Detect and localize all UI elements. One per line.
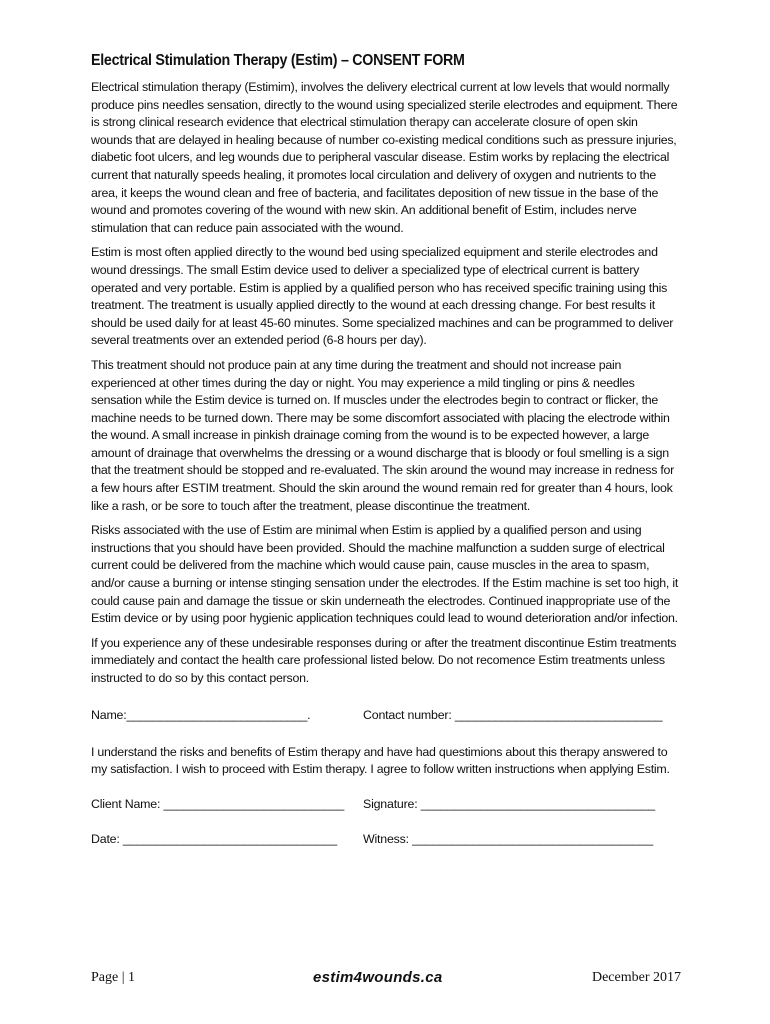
document-date: December 2017 bbox=[591, 970, 681, 985]
date-witness-row bbox=[91, 832, 681, 850]
paragraph-risks: Risks associated with the use of Estim are minimal when Estim is applied by a qualified person and using instructions that you should have been provided. Should the machine malfunction a sudden surge of electrical current could be delivered from the machine which would cause pain, cause muscles in the area to spasm, and/or cause a burning or intense stinging sensation under the electrodes. If the Estim machine is set too high, it could cause pain and damage the tissue or skin underneath the electrodes. Continued inappropriate use of the Estim device or by using poor hygienic application techniques could lead to wound deterioration and/or infection. bbox=[91, 523, 679, 626]
client-name-field[interactable]: Client Name: ___________________________ bbox=[91, 796, 345, 811]
name-contact-row bbox=[91, 708, 681, 726]
paragraph-expected-effects: This treatment should not produce pain at any time during the treatment and should not increase pain experienced at other times during the day or night. You may experience a mild tingling or pins & needles sensation while the Estim device is turned on. If muscles under the electrodes begin to contract or flicker, the machine needs to be turned down. There may be some discomfort associated with placing the electrode within the wound. A small increase in pinkish drainage coming from the wound is to be expected however, a large amount of drainage that overwhelms the dressing or a wound discharge that is bloody or foul smelling is a sign that the treatment should be stopped and re-evaluated. The skin around the wound may increase in redness for a few hours after ESTIM treatment. Should the skin around the wound remain red for greater than 4 hours, look like a rash, or be sore to touch after the treatment, please discontinue the treatment. bbox=[91, 357, 675, 513]
name-field[interactable]: Name:___________________________. bbox=[91, 707, 311, 722]
consent-form-page bbox=[91, 52, 681, 850]
client-signature-row bbox=[91, 797, 681, 815]
paragraph-instructions: If you experience any of these undesirable responses during or after the treatment discontinue Estim treatments immediately and contact the health care professional listed below. Do not recomence Estim treatments unless instructed to do so by this contact person. bbox=[91, 635, 677, 685]
document-title: Electrical Stimulation Therapy (Estim) – CONSENT FORM bbox=[91, 52, 465, 69]
paragraph-application: Estim is most often applied directly to the wound bed using specialized equipment and sterile electrodes and wound dressings. The small Estim device used to deliver a specialized type of electrical current is battery operated and very portable. Estim is applied by a qualified person who has received specific training using this treatment. The treatment is usually applied directly to the wound at each dressing change. For best results it should be used daily for at least 45-60 minutes. Some specialized machines and can be programmed to deliver several treatments over an extended period (6-8 hours per day). bbox=[91, 245, 674, 348]
date-field[interactable]: Date: ________________________________ bbox=[91, 831, 337, 846]
signature-field[interactable]: Signature: ___________________________________ bbox=[363, 796, 655, 811]
paragraph-description: Electrical stimulation therapy (Estimim), involves the delivery electrical current at low levels that would normally produce pins needles sensation, directly to the wound using specialized sterile electrodes and equipment. There is strong clinical research evidence that electrical stimulation therapy can accelerate closure of open skin wounds that are delayed in healing because of number co-existing medical conditions such as pressure injuries, diabetic foot ulcers, and leg wounds due to peripheral vascular disease. Estim works by replacing the electrical current that naturally speeds healing, it promotes local circulation and delivery of oxygen and nutrients to the area, it keeps the wound clean and free of bacteria, and facilitates deposition of new tissue in the base of the wound and promotes covering of the wound with new skin. An additional benefit of Estim, includes nerve stimulation that can reduce pain associated with the wound. bbox=[91, 80, 678, 235]
witness-field[interactable]: Witness: ____________________________________ bbox=[363, 831, 654, 846]
contact-fields bbox=[91, 708, 681, 726]
website-link[interactable]: estim4wounds.ca bbox=[313, 969, 443, 986]
consent-statement: I understand the risks and benefits of Estim therapy and have had questimions about this therapy answered to my satisfaction. I wish to proceed with Estim therapy. I agree to follow written instructions when applying Estim. bbox=[91, 744, 670, 777]
page-footer bbox=[91, 970, 681, 990]
contact-number-field[interactable]: Contact number: _______________________________ bbox=[363, 707, 663, 722]
signature-fields bbox=[91, 797, 681, 850]
page-number: Page | 1 bbox=[91, 970, 136, 985]
